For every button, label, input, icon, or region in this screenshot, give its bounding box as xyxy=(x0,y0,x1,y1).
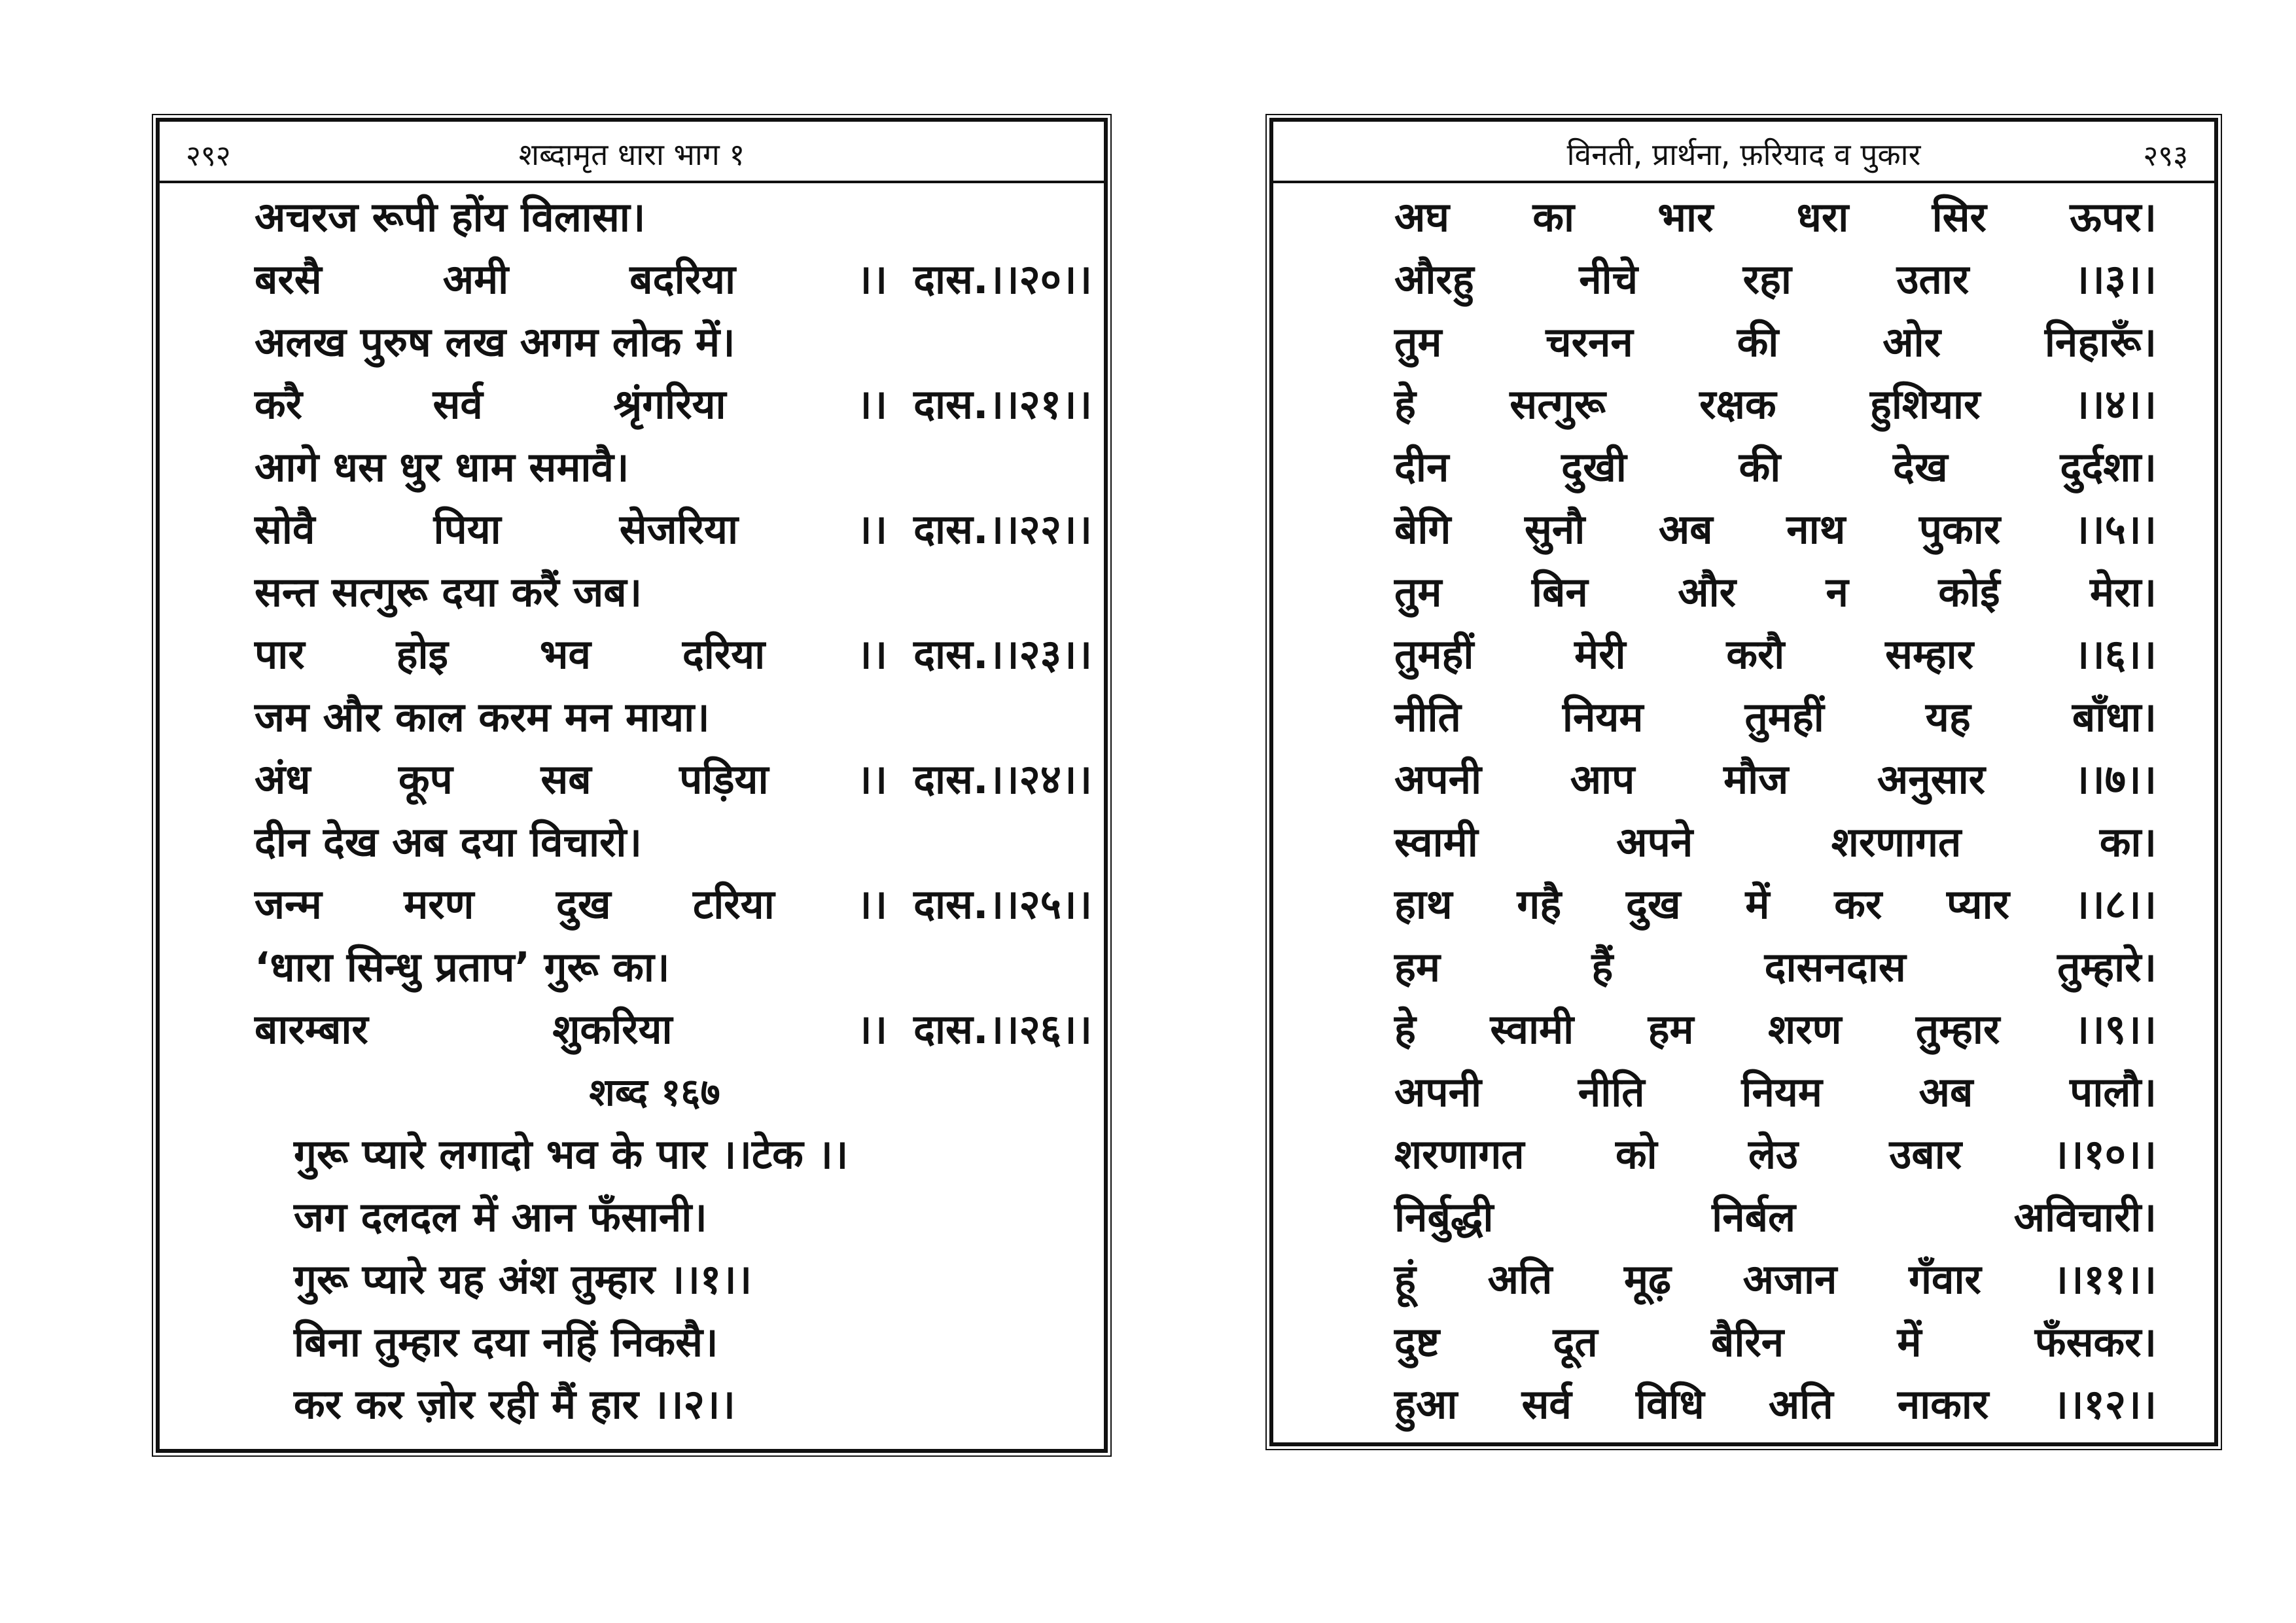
verse-line: बेगि सुनौ अब नाथ पुकार ।।५।। xyxy=(1394,505,2157,554)
verse-line: बारम्बार शुकरिया ।। दास.।।२६।। xyxy=(255,997,1092,1060)
verse-line: अपनी आप मौज अनुसार ।।७।। xyxy=(1394,755,2157,804)
verse-line: बरसै अमी बदरिया ।। दास.।।२०।। xyxy=(255,247,1092,310)
right-page-header xyxy=(1273,122,2214,183)
right-page xyxy=(1269,118,2218,1446)
verse-line: अलख पुरुष लख अगम लोक में। xyxy=(255,317,735,366)
verse-line: पार होइ भव दरिया ।। दास.।।२३।। xyxy=(255,622,1092,685)
verse-refrain: दास.।।२१।। xyxy=(913,380,1092,429)
verse-line: अंध कूप सब पड़िया ।। दास.।।२४।। xyxy=(255,747,1092,810)
verse-refrain: दास.।।२३।। xyxy=(913,630,1092,679)
verse-line: दुष्ट दूत बैरिन में फँसकर। xyxy=(1394,1317,2157,1366)
verse-refrain: दास.।।२५।। xyxy=(913,880,1092,929)
page-number: २९२ xyxy=(186,139,231,173)
left-page-header xyxy=(160,122,1104,183)
verse-line: हे सत्गुरू रक्षक हुशियार ।।४।। xyxy=(1394,380,2157,429)
verse-line: नीति नियम तुमहीं यह बाँधा। xyxy=(1394,692,2157,741)
verse-line: अघ का भार धरा सिर ऊपर। xyxy=(1394,192,2157,241)
verse-line: हाथ गहै दुख में कर प्यार ।।८।। xyxy=(1394,880,2157,929)
verse-line: सन्त सत्गुरू दया करैं जब। xyxy=(255,567,643,616)
left-page-body xyxy=(160,185,1104,1435)
verse-line: हम हैं दासनदास तुम्हारे। xyxy=(1394,942,2157,991)
verse-refrain: दास.।।२०।। xyxy=(913,255,1092,304)
shabd-line: गुरू प्यारे लगादो भव के पार ।।टेक ।। xyxy=(294,1130,849,1179)
verse-line: स्वामी अपने शरणागत का। xyxy=(1394,817,2157,866)
verse-line: अचरज रूपी होंय विलासा। xyxy=(255,192,646,241)
verse-line: औरहु नीचे रहा उतार ।।३।। xyxy=(1394,255,2157,304)
verse-line: जम और काल करम मन माया। xyxy=(255,692,710,741)
verse-line: शरणागत को लेउ उबार ।।१०।। xyxy=(1394,1130,2157,1179)
shabd-line: गुरू प्यारे यह अंश तुम्हार ।।१।। xyxy=(294,1255,752,1304)
verse-line: सोवै पिया सेजरिया ।। दास.।।२२।। xyxy=(255,497,1092,560)
verse-refrain: दास.।।२२।। xyxy=(913,505,1092,554)
shabd-heading: शब्द १६७ xyxy=(589,1070,720,1115)
verse-line: करै सर्व श्रृंगरिया ।। दास.।।२१।। xyxy=(255,372,1092,435)
page-header-title: शब्दामृत धारा भाग १ xyxy=(518,137,745,172)
verse-line: तुम बिन और न कोई मेरा। xyxy=(1394,567,2157,616)
verse-refrain: दास.।।२४।। xyxy=(913,755,1092,804)
verse-line: हूं अति मूढ़ अजान गँवार ।।११।। xyxy=(1394,1255,2157,1304)
verse-line: जन्म मरण दुख टरिया ।। दास.।।२५।। xyxy=(255,872,1092,935)
verse-line: दीन दुखी की देख दुर्दशा। xyxy=(1394,442,2157,491)
verse-line: दीन देख अब दया विचारो। xyxy=(255,817,642,866)
verse-line: हुआ सर्व विधि अति नाकार ।।१२।। xyxy=(1394,1380,2157,1429)
page-number: २९३ xyxy=(2143,139,2188,173)
verse-line: निर्बुद्धी निर्बल अविचारी। xyxy=(1394,1192,2157,1241)
shabd-line: कर कर ज़ोर रही मैं हार ।।२।। xyxy=(294,1380,735,1429)
verse-line: आगे धस धुर धाम समावै। xyxy=(255,442,629,491)
verse-refrain: दास.।।२६।। xyxy=(913,1005,1092,1054)
verse-line: तुम चरनन की ओर निहारूँ। xyxy=(1394,317,2157,366)
shabd-line: बिना तुम्हार दया नहिं निकसै। xyxy=(294,1317,718,1366)
left-page xyxy=(156,118,1108,1453)
shabd-line: जग दलदल में आन फँसानी। xyxy=(294,1192,707,1241)
verse-line: अपनी नीति नियम अब पालौ। xyxy=(1394,1067,2157,1116)
page-header-title: विनती, प्रार्थना, फ़रियाद व पुकार xyxy=(1566,137,1921,172)
verse-line: ‘धारा सिन्धु प्रताप’ गुरू का। xyxy=(255,942,670,991)
verse-line: तुमहीं मेरी करौ सम्हार ।।६।। xyxy=(1394,630,2157,679)
right-page-body xyxy=(1273,185,2214,1435)
verse-line: हे स्वामी हम शरण तुम्हार ।।९।। xyxy=(1394,1005,2157,1054)
